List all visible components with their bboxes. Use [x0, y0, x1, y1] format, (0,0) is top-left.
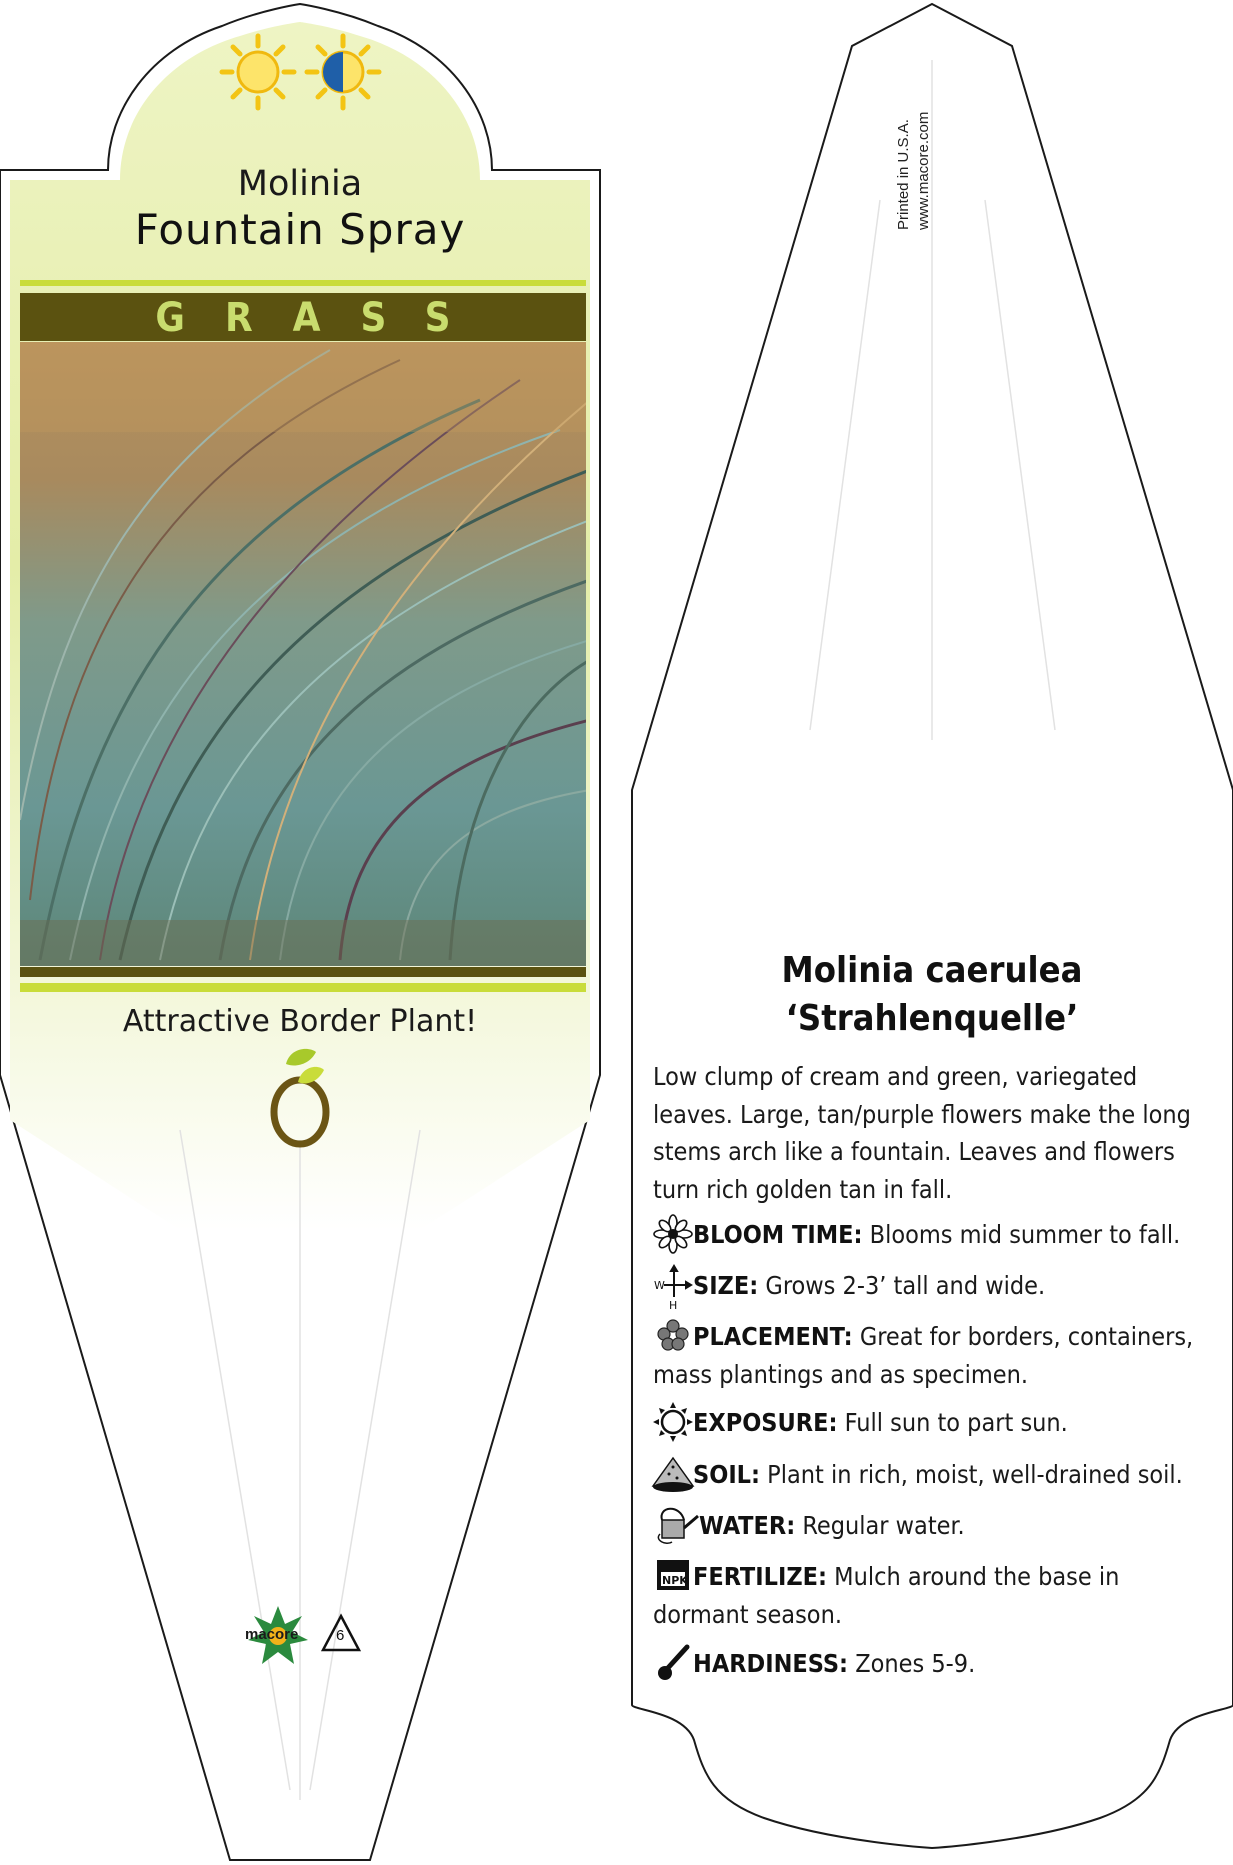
attribute-water — [653, 1507, 1213, 1545]
attribute-soil — [653, 1456, 1213, 1494]
attribute-label: WATER: — [699, 1511, 796, 1540]
attribute-label: BLOOM TIME: — [693, 1220, 863, 1249]
full-sun-icon — [222, 36, 294, 108]
recycle-code: 6 — [336, 1627, 345, 1644]
attribute-exposure — [653, 1404, 1213, 1442]
part-sun-icon — [307, 36, 379, 108]
grass-photo — [20, 342, 590, 966]
attribute-text: Regular water. — [802, 1511, 965, 1540]
attribute-hardiness — [653, 1645, 1213, 1683]
attribute-text: Zones 5-9. — [855, 1649, 976, 1678]
plant-description: Low clump of cream and green, variegated leaves. Large, tan/purple flowers make the long stems arch like a fountain. Leaves and flowers turn rich golden tan in fall. — [653, 1062, 1191, 1204]
attribute-text: Plant in rich, moist, well-drained soil. — [767, 1460, 1183, 1489]
attribute-text: Mulch around the base in dormant season. — [653, 1562, 1120, 1629]
attribute-bloom-time — [653, 1216, 1213, 1254]
scientific-name: Molinia caerulea — [781, 950, 1083, 991]
attribute-label: EXPOSURE: — [693, 1408, 838, 1437]
attribute-text: Blooms mid summer to fall. — [869, 1220, 1181, 1249]
printed-note — [894, 10, 934, 230]
attribute-fertilize — [653, 1558, 1213, 1633]
plant-cultivar: Fountain Spray — [134, 205, 466, 254]
attribute-label: SOIL: — [693, 1460, 761, 1489]
attribute-text: Grows 2-3’ tall and wide. — [765, 1271, 1046, 1300]
svg-text:W: W — [654, 1279, 665, 1292]
attribute-label: PLACEMENT: — [693, 1322, 853, 1351]
attribute-text: Great for borders, containers, mass plantings and as specimen. — [653, 1322, 1194, 1389]
attribute-label: FERTILIZE: — [693, 1562, 828, 1591]
left-tag — [0, 4, 600, 1860]
svg-text:NPK: NPK — [662, 1574, 688, 1587]
attribute-label: HARDINESS: — [693, 1649, 849, 1678]
plant-tagline: Attractive Border Plant! — [122, 1004, 478, 1039]
plant-category: GRASS — [155, 295, 491, 341]
attribute-label: SIZE: — [693, 1271, 759, 1300]
attribute-size — [653, 1267, 1213, 1305]
plant-genus: Molinia — [237, 164, 363, 204]
printed-line-1: Printed in U.S.A. — [895, 119, 912, 230]
attribute-placement — [653, 1318, 1213, 1393]
cultivar-name: ‘Strahlenquelle’ — [785, 998, 1079, 1039]
printed-line-2: www.macore.com — [915, 111, 932, 230]
attribute-text: Full sun to part sun. — [844, 1408, 1068, 1437]
svg-text:H: H — [669, 1299, 678, 1312]
brand-name: macore — [245, 1626, 299, 1643]
